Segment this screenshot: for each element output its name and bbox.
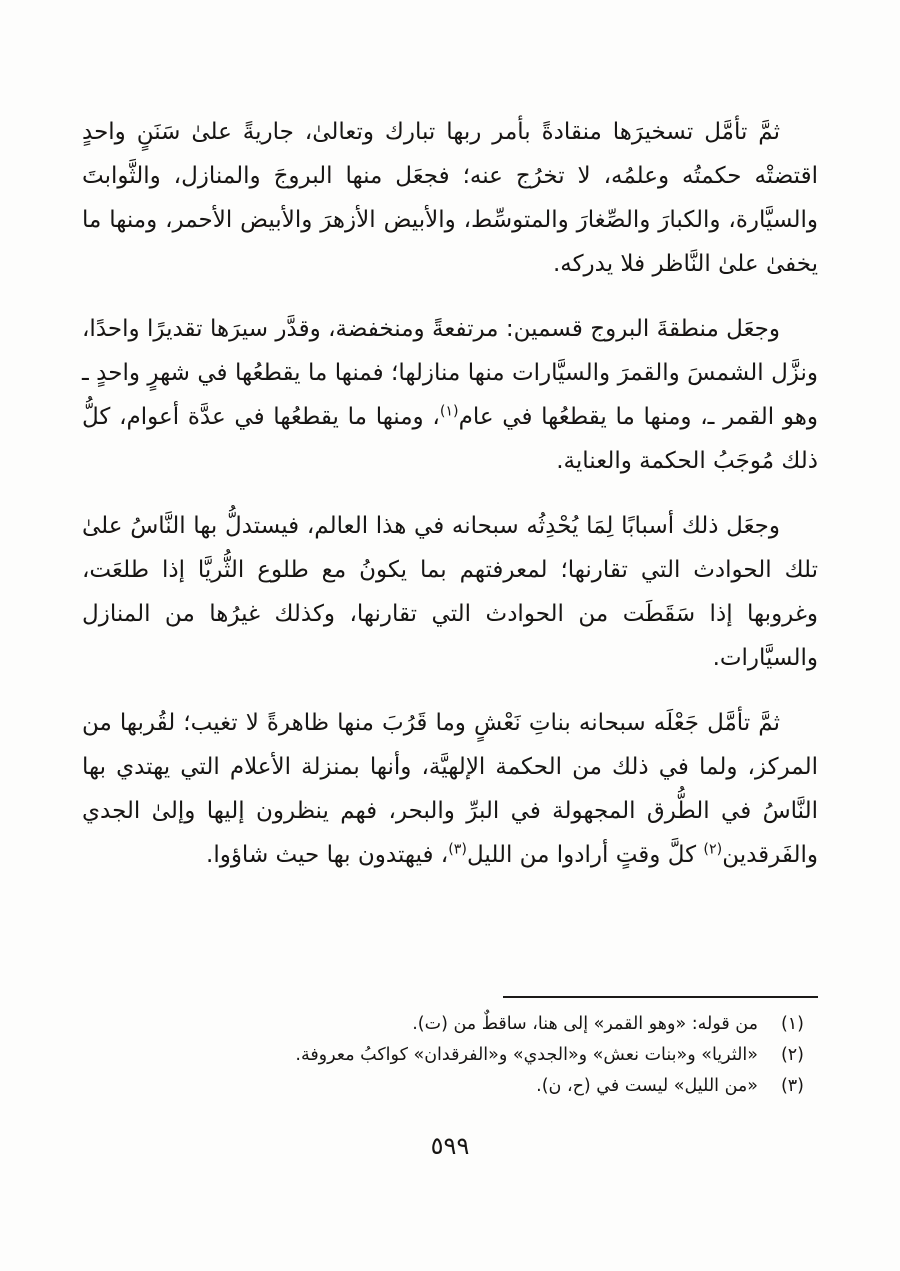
footnote <box>82 1009 818 1040</box>
footnote <box>82 1040 818 1071</box>
main-text-block <box>82 110 818 877</box>
footnote <box>82 1071 818 1102</box>
paragraph-text: ، فيهتدون بها حيث شاؤوا. <box>206 842 449 868</box>
footnotes-section <box>82 996 818 1102</box>
paragraph-text: ثمَّ تأمَّل جَعْلَه سبحانه بناتِ نَعْشٍ وما قَرُبَ منها ظاهرةً لا تغيب؛ لقُربها من المركز، ولما في ذلك من الحكمة الإلهيَّة، وأنها بمنزلة الأعلام التي يهتدي بها النَّاسُ في الطُّرق المجهولة في البرِّ والبحر، فهم ينظرون إليها وإلىٰ الجدي والفَرقدين <box>82 710 818 868</box>
paragraph-text: ، ومنها ما يقطعُها في عدَّة أعوام، كلُّ ذلك مُوجَبُ الحكمة والعناية. <box>82 404 818 474</box>
paragraph <box>82 110 818 286</box>
footnote-text: من قوله: «وهو القمر» إلى هنا، ساقطٌ من (ت). <box>412 1014 758 1034</box>
footnote-separator-rule <box>503 996 818 998</box>
footnote-reference: (٣) <box>448 841 467 858</box>
footnote-marker: (٢) <box>780 1045 804 1065</box>
paragraph-text: ثمَّ تأمَّل تسخيرَها منقادةً بأمر ربها تبارك وتعالىٰ، جاريةً علىٰ سَنَنٍ واحدٍ اقتضتْه حكمتُه وعلمُه، لا تخرُج عنه؛ فجعَل منها البروجَ والمنازل، والثَّوابتَ والسيَّارة، والكبارَ والصِّغارَ والمتوسِّط، والأبيض الأزهرَ والأبيض الأحمر، ومنها ما يخفىٰ علىٰ النَّاظر فلا يدركه. <box>82 119 818 277</box>
footnote-reference: (٢) <box>703 841 723 858</box>
page-number: ٥٩٩ <box>430 1132 470 1160</box>
paragraph <box>82 701 818 877</box>
paragraph <box>82 504 818 680</box>
paragraph-text: وجعَل منطقةَ البروج قسمين: مرتفعةً ومنخفضة، وقدَّر سيرَها تقديرًا واحدًا، ونزَّل الشمسَ والقمرَ والسيَّارات منها منازلها؛ فمنها ما يقطعُها في شهرٍ واحدٍ ـ وهو القمر ـ، ومنها ما يقطعُها في عام <box>82 316 818 430</box>
footnote-marker: (١) <box>780 1014 804 1034</box>
paragraph <box>82 307 818 483</box>
footnote-marker: (٣) <box>780 1076 804 1096</box>
footnote-text: «الثريا» و«بنات نعش» و«الجدي» و«الفرقدان» كواكبُ معروفة. <box>295 1045 758 1065</box>
footnote-text: «من الليل» ليست في (ح، ن). <box>536 1076 758 1096</box>
footnote-reference: (١) <box>439 403 459 420</box>
paragraph-text: وجعَل ذلك أسبابًا لِمَا يُحْدِثُه سبحانه في هذا العالم، فيستدلُّ بها النَّاسُ علىٰ تلك الحوادث التي تقارنها؛ لمعرفتهم بما يكونُ مع طلوع الثُّريَّا إذا طلعَت، وغروبها إذا سَقَطَت من الحوادث التي تقارنها، وكذلك غيرُها من المنازل والسيَّارات. <box>82 513 818 671</box>
paragraph-text: كلَّ وقتٍ أرادوا من الليل <box>466 842 704 868</box>
